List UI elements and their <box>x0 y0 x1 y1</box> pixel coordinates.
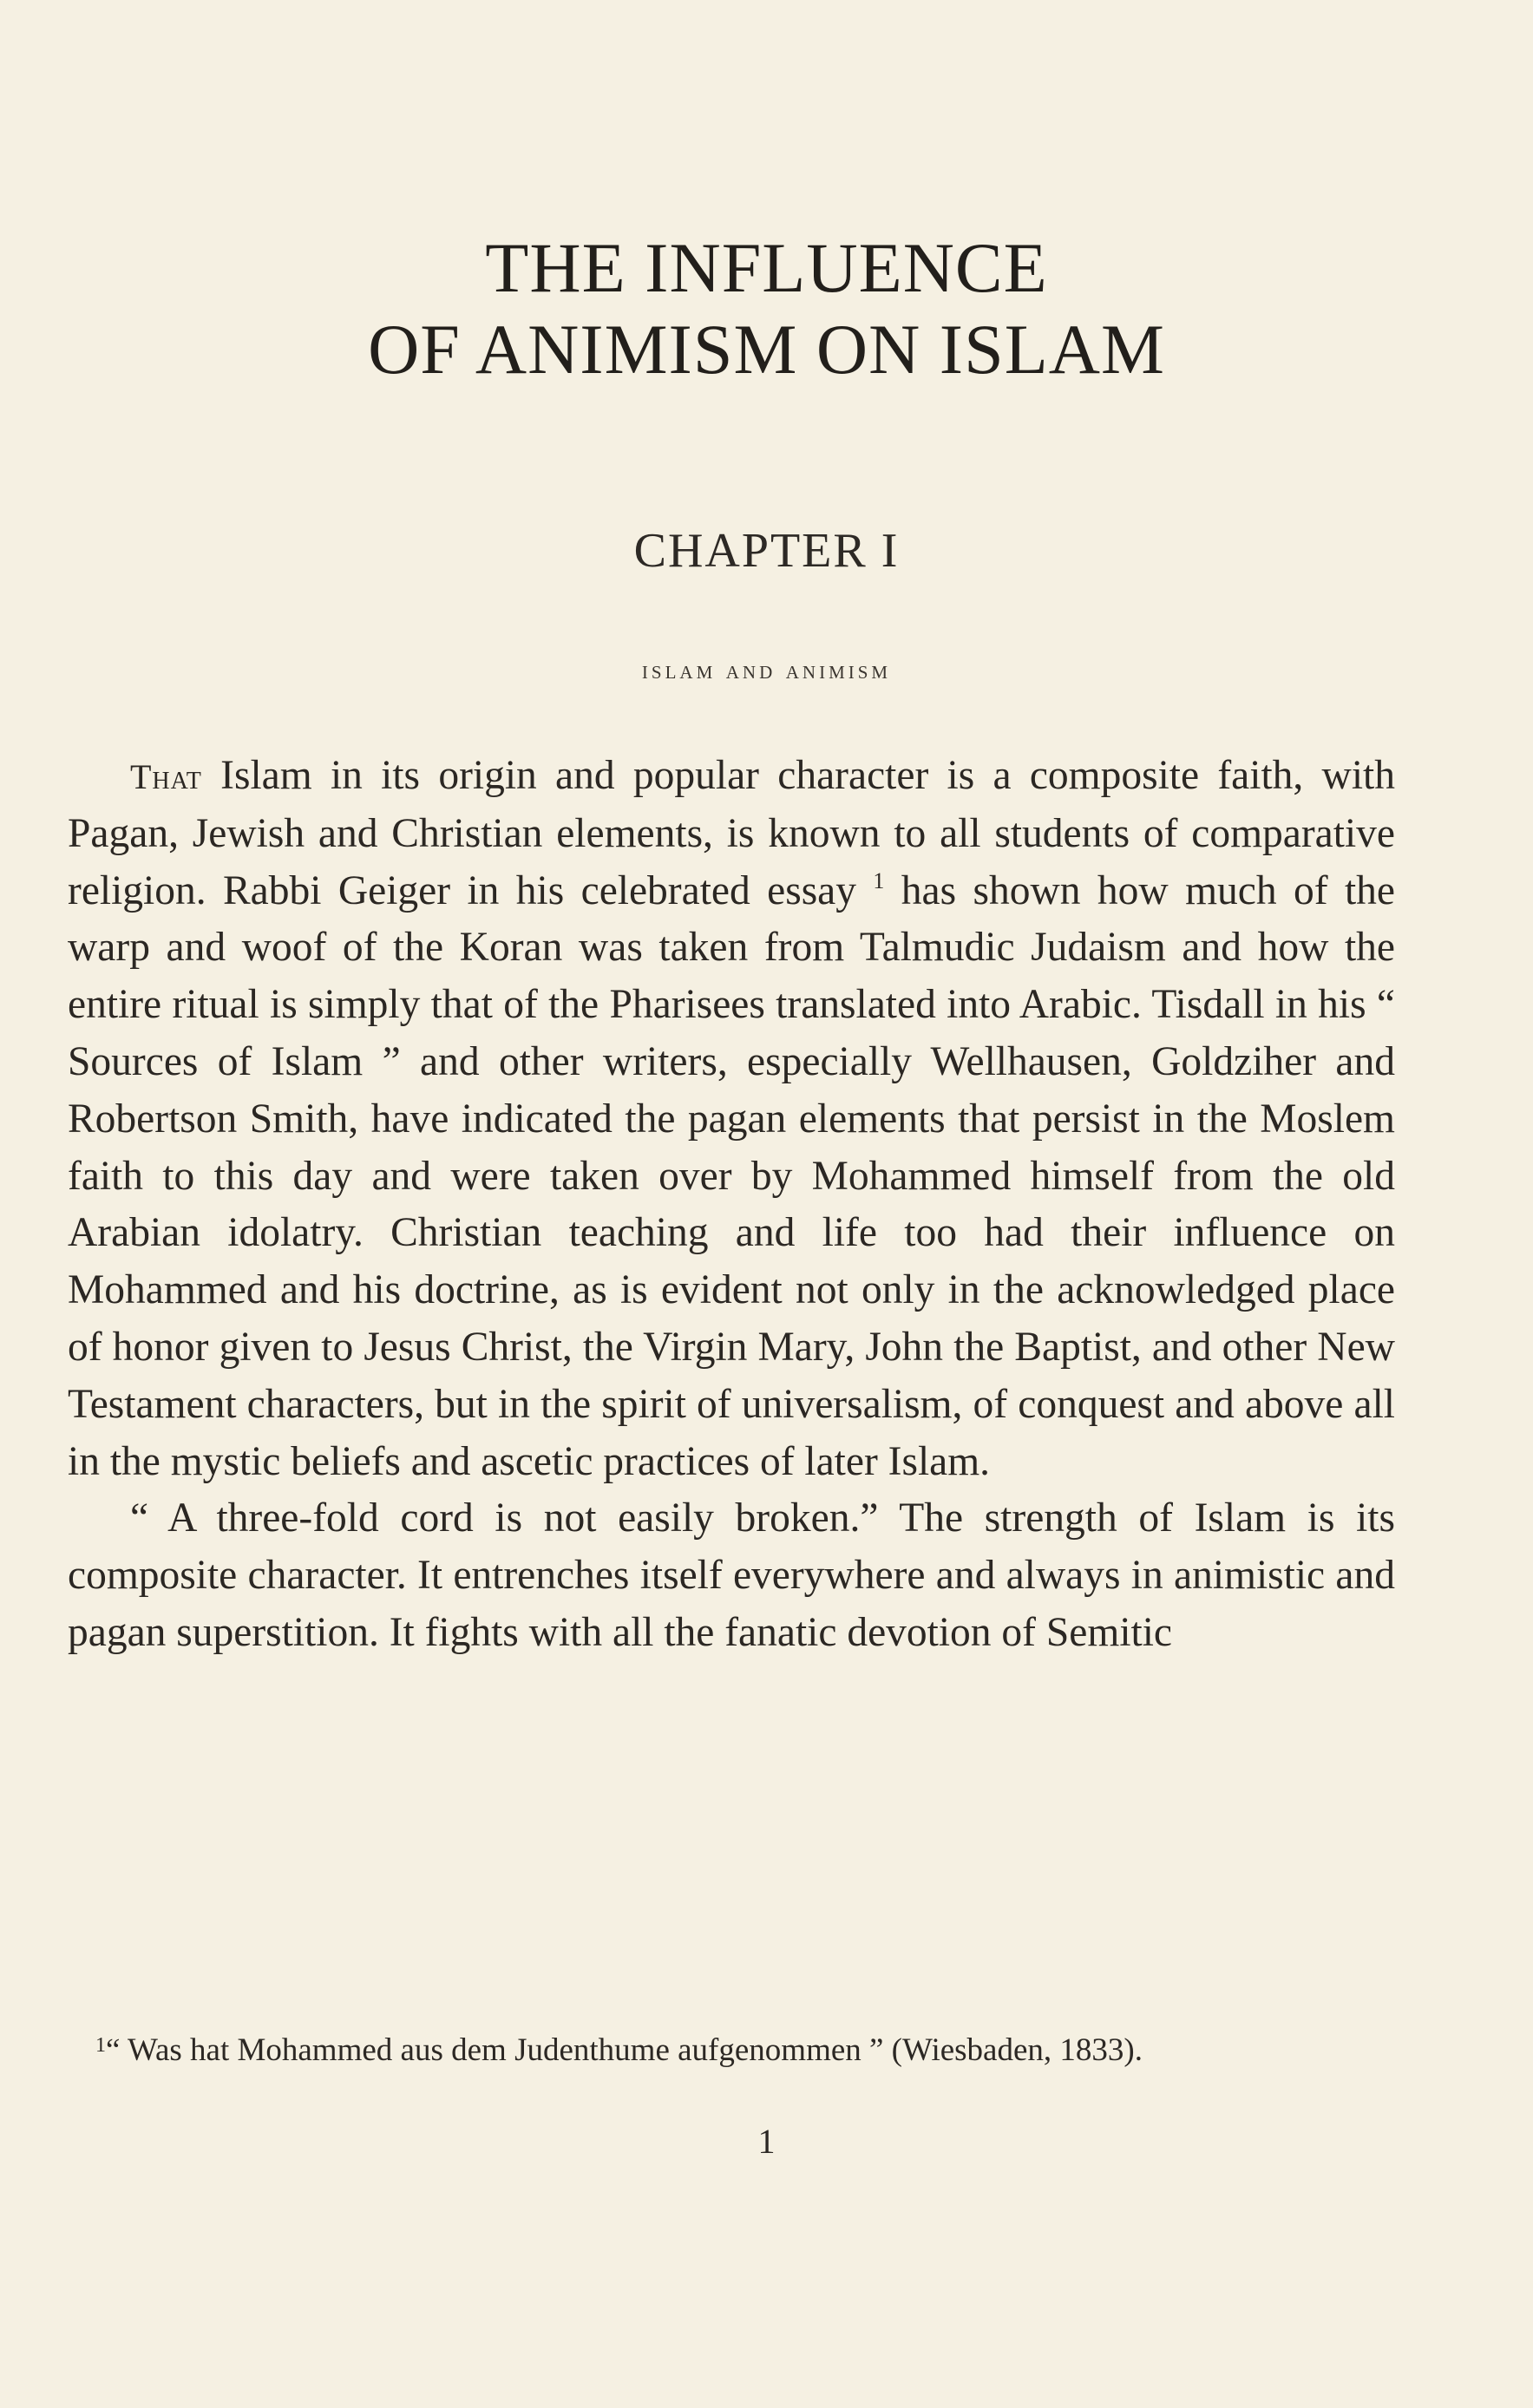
paragraph-2: “ A three-fold cord is not easily broken.” The strength of Islam is its composite character. It entrenches itself everywhere and always in animistic and pagan superstition. It fights with all the fanatic devotion of Semitic <box>68 1495 1395 1655</box>
footnote <box>68 2028 1395 2073</box>
paragraph-1 <box>68 748 1395 1490</box>
chapter-heading: CHAPTER I <box>633 524 900 578</box>
paragraph-1-text-a: Islam in its origin and popular character is a composite faith, with Pagan, Jewish and Christian elements, is known to all students of comparative religion. Rabbi Geiger in his celebrated essay <box>68 753 1395 913</box>
lead-word: That <box>130 757 202 796</box>
footnote-reference: 1 <box>873 867 885 893</box>
chapter-subtitle: islam and animism <box>641 656 892 684</box>
book-title <box>0 227 1533 390</box>
book-title-line-1: THE INFLUENCE <box>485 228 1048 307</box>
book-title-line-2: OF ANIMISM ON ISLAM <box>368 310 1165 389</box>
footnote-text: “ Was hat Mohammed aus dem Judenthume aufgenommen ” (Wiesbaden, 1833). <box>106 2032 1143 2068</box>
paragraph-1-text-b: has shown how much of the warp and woof of the Koran was taken from Talmudic Judaism and how the entire ritual is simply that of the Pharisees translated into Arabic. Tisdall in his “ Sources of Islam ” and other writers, especially Wellhausen, Goldziher and Robertson Smith, have indicated the pagan elements that persist in the Moslem faith to this day and were taken over by Mohammed himself from the old Arabian idolatry. Christian teaching and life too had their influence on Mohammed and his doctrine, as is evident not only in the acknowledged place of honor given to Jesus Christ, the Virgin Mary, John the Baptist, and other New Testament characters, but in the spirit of universalism, of conquest and above all in the mystic beliefs and ascetic practices of later Islam. <box>68 867 1396 1484</box>
body-text <box>68 748 1395 1662</box>
page-number: 1 <box>757 2122 776 2161</box>
footnote-mark: 1 <box>95 2034 106 2057</box>
